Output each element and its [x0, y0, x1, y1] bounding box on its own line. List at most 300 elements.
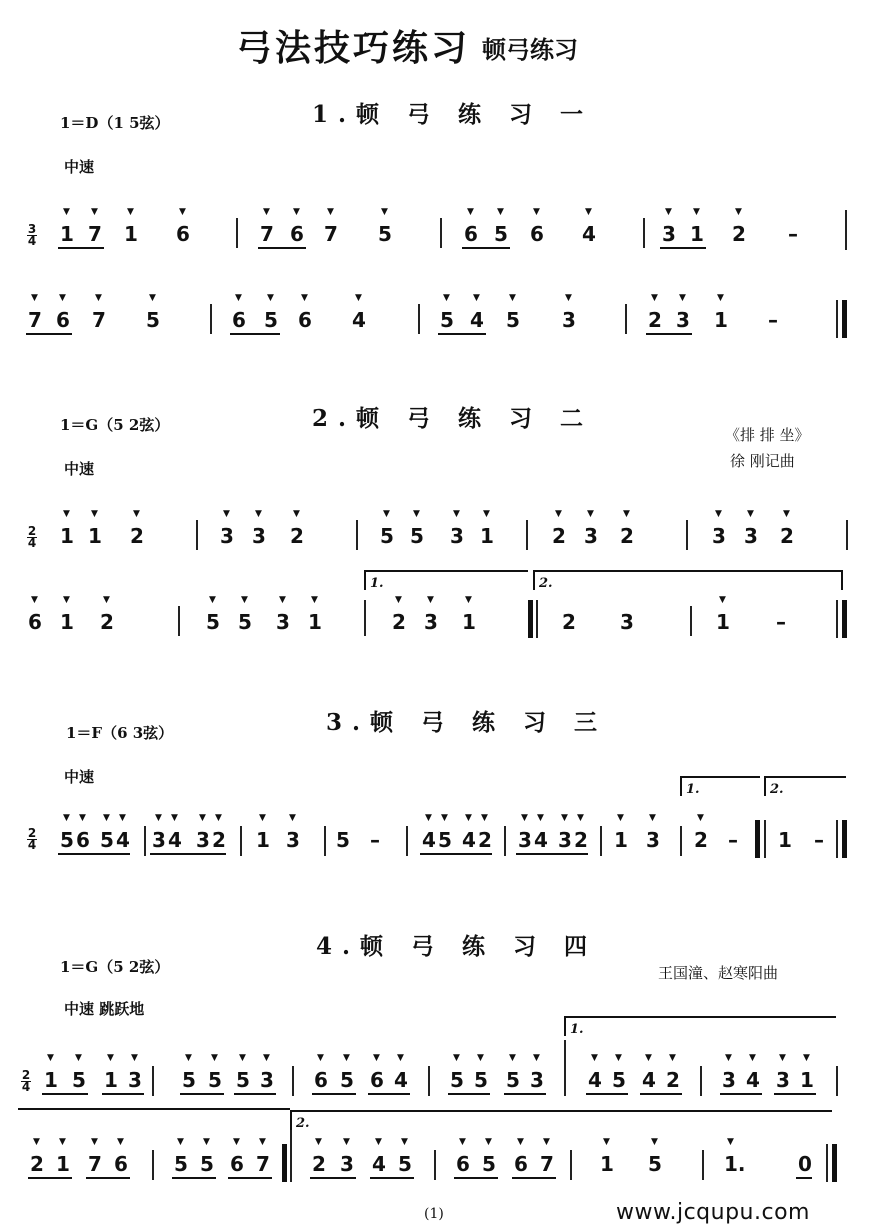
beam-underline [420, 853, 492, 855]
note: 2 [100, 610, 114, 634]
note: 3 [662, 222, 676, 246]
staccato-mark: ▼ [697, 813, 704, 823]
staccato-mark: ▼ [343, 1137, 350, 1147]
note: 6 [176, 222, 190, 246]
staccato-mark: ▼ [497, 207, 504, 217]
volta-bracket-2: 2. [764, 776, 846, 796]
note: 1 [60, 222, 74, 246]
staccato-mark: ▼ [63, 813, 70, 823]
note: 2 [666, 1068, 680, 1092]
note: 2 [30, 1152, 44, 1176]
staccato-mark: ▼ [719, 595, 726, 605]
beam-underline [150, 853, 226, 855]
note: 6 [76, 828, 90, 852]
repeat-bar-line [528, 600, 533, 638]
bar-line [504, 826, 506, 856]
bar-line [845, 210, 847, 250]
note: 1 [60, 610, 74, 634]
bar-line [240, 826, 242, 856]
note: 5 [72, 1068, 86, 1092]
staccato-mark: ▼ [31, 595, 38, 605]
note: 3 [424, 610, 438, 634]
note: 4 [372, 1152, 386, 1176]
staccato-mark: ▼ [679, 293, 686, 303]
staccato-mark: ▼ [241, 595, 248, 605]
bar-line [570, 1150, 572, 1180]
staccato-mark: ▼ [373, 1053, 380, 1063]
staccato-mark: ▼ [263, 1053, 270, 1063]
note: 3 [286, 828, 300, 852]
note: 7 [260, 222, 274, 246]
staccato-mark: ▼ [211, 1053, 218, 1063]
note: 6 [56, 308, 70, 332]
volta-bracket-1-continued [18, 1108, 290, 1110]
staccato-mark: ▼ [725, 1053, 732, 1063]
final-bar-line [842, 820, 847, 858]
section-3-time-signature: 2 4 [27, 826, 37, 852]
staccato-mark: ▼ [413, 509, 420, 519]
beam-underline [368, 1093, 410, 1095]
note: 3 [260, 1068, 274, 1092]
section-2-time-signature: 2 4 [27, 524, 37, 550]
note: 5 [340, 1068, 354, 1092]
staccato-mark: ▼ [509, 1053, 516, 1063]
staccato-mark: ▼ [293, 207, 300, 217]
note: 4 [352, 308, 366, 332]
beam-underline [102, 1093, 144, 1095]
note: 1 [88, 524, 102, 548]
note: 5 [174, 1152, 188, 1176]
staccato-mark: ▼ [561, 813, 568, 823]
note: 7 [92, 308, 106, 332]
staccato-mark: ▼ [715, 509, 722, 519]
beam-underline [640, 1093, 682, 1095]
staccato-mark: ▼ [425, 813, 432, 823]
staccato-mark: ▼ [615, 1053, 622, 1063]
note: 5 [182, 1068, 196, 1092]
bar-line [152, 1150, 154, 1180]
bar-line [526, 520, 528, 550]
note: 3 [620, 610, 634, 634]
beam-underline [312, 1093, 356, 1095]
volta-bracket-1: 1. [564, 1016, 836, 1036]
final-bar-line [842, 300, 847, 338]
volta-bracket-2: 2. [290, 1110, 832, 1130]
note: 7 [28, 308, 42, 332]
beam-underline [42, 1093, 88, 1095]
note: – [768, 308, 778, 332]
staccato-mark: ▼ [783, 509, 790, 519]
note: 5 [208, 1068, 222, 1092]
beam-underline [448, 1093, 490, 1095]
bar-line [440, 218, 442, 248]
note: 2 [552, 524, 566, 548]
staccato-mark: ▼ [521, 813, 528, 823]
note: 6 [114, 1152, 128, 1176]
note: 5 [200, 1152, 214, 1176]
staccato-mark: ▼ [585, 207, 592, 217]
staccato-mark: ▼ [443, 293, 450, 303]
bar-line [152, 1066, 154, 1096]
staccato-mark: ▼ [311, 595, 318, 605]
note: 5 [648, 1152, 662, 1176]
staccato-mark: ▼ [517, 1137, 524, 1147]
note: 2 [290, 524, 304, 548]
staccato-mark: ▼ [779, 1053, 786, 1063]
bar-line [210, 304, 212, 334]
staccato-mark: ▼ [397, 1053, 404, 1063]
staccato-mark: ▼ [383, 509, 390, 519]
beam-underline [454, 1177, 498, 1179]
staccato-mark: ▼ [483, 509, 490, 519]
note: 5 [612, 1068, 626, 1092]
note: 6 [232, 308, 246, 332]
note: 5 [378, 222, 392, 246]
staccato-mark: ▼ [485, 1137, 492, 1147]
note: 3 [518, 828, 532, 852]
staccato-mark: ▼ [651, 1137, 658, 1147]
staccato-mark: ▼ [355, 293, 362, 303]
bar-line [643, 218, 645, 248]
staccato-mark: ▼ [651, 293, 658, 303]
note: 5 [264, 308, 278, 332]
note: 4 [582, 222, 596, 246]
note: 0 [798, 1152, 812, 1176]
note: – [776, 610, 786, 634]
note: 7 [324, 222, 338, 246]
staccato-mark: ▼ [645, 1053, 652, 1063]
note: 3 [558, 828, 572, 852]
beam-underline [462, 247, 510, 249]
staccato-mark: ▼ [59, 293, 66, 303]
bar-line [196, 520, 198, 550]
watermark: www.jcqupu.com [616, 1200, 810, 1225]
staccato-mark: ▼ [481, 813, 488, 823]
staccato-mark: ▼ [59, 1137, 66, 1147]
staccato-mark: ▼ [267, 293, 274, 303]
section-2-title: 2.顿 弓 练 习 二 [312, 405, 594, 432]
volta-bracket-1: 1. [680, 776, 760, 796]
beam-underline [720, 1093, 762, 1095]
staccato-mark: ▼ [233, 1137, 240, 1147]
note: 2 [392, 610, 406, 634]
note: 6 [514, 1152, 528, 1176]
note: 5 [398, 1152, 412, 1176]
note: 1 [614, 828, 628, 852]
bar-line [836, 300, 838, 338]
note: 7 [88, 222, 102, 246]
note: 1 [256, 828, 270, 852]
beam-underline [646, 333, 692, 335]
staccato-mark: ▼ [623, 509, 630, 519]
note: 7 [540, 1152, 554, 1176]
section-2-credit: 徐 刚记曲 [730, 452, 795, 470]
staccato-mark: ▼ [537, 813, 544, 823]
note: 5 [336, 828, 350, 852]
staccato-mark: ▼ [555, 509, 562, 519]
beam-underline [438, 333, 486, 335]
section-3-title: 3.顿 弓 练 习 三 [326, 709, 608, 736]
note: 2 [780, 524, 794, 548]
bar-line [836, 1066, 838, 1096]
section-4-key: 1＝G（5 2弦） [60, 958, 170, 976]
staccato-mark: ▼ [591, 1053, 598, 1063]
bar-line [324, 826, 326, 856]
bar-line [178, 606, 180, 636]
staccato-mark: ▼ [103, 595, 110, 605]
note: 6 [370, 1068, 384, 1092]
section-4-time-signature: 2 4 [21, 1068, 31, 1094]
staccato-mark: ▼ [381, 207, 388, 217]
bar-line [764, 820, 766, 858]
staccato-mark: ▼ [301, 293, 308, 303]
volta-bracket-1: 1. [364, 570, 528, 590]
bar-line [700, 1066, 702, 1096]
note: 2 [130, 524, 144, 548]
staccato-mark: ▼ [179, 207, 186, 217]
beam-underline [86, 1177, 130, 1179]
note: 5 [380, 524, 394, 548]
beam-underline [516, 853, 588, 855]
bar-line [836, 600, 838, 638]
staccato-mark: ▼ [453, 509, 460, 519]
note: 1 [308, 610, 322, 634]
note: 1 [800, 1068, 814, 1092]
staccato-mark: ▼ [171, 813, 178, 823]
staccato-mark: ▼ [259, 813, 266, 823]
note: 3 [128, 1068, 142, 1092]
bar-line [144, 826, 146, 856]
staccato-mark: ▼ [255, 509, 262, 519]
section-1-key: 1＝D（1 5弦） [60, 114, 170, 132]
staccato-mark: ▼ [91, 1137, 98, 1147]
staccato-mark: ▼ [177, 1137, 184, 1147]
staccato-mark: ▼ [617, 813, 624, 823]
staccato-mark: ▼ [665, 207, 672, 217]
staccato-mark: ▼ [95, 293, 102, 303]
staccato-mark: ▼ [235, 293, 242, 303]
staccato-mark: ▼ [223, 509, 230, 519]
beam-underline [58, 247, 104, 249]
volta-bracket-2: 2. [533, 570, 843, 590]
note: 6 [464, 222, 478, 246]
note: 5 [494, 222, 508, 246]
section-2-song-title: 《排 排 坐》 [725, 426, 810, 444]
note: 2 [574, 828, 588, 852]
final-bar-line [832, 1144, 837, 1182]
note: 4 [394, 1068, 408, 1092]
staccato-mark: ▼ [343, 1053, 350, 1063]
note: 5 [100, 828, 114, 852]
staccato-mark: ▼ [133, 509, 140, 519]
staccato-mark: ▼ [215, 813, 222, 823]
section-3-tempo: 中速 [64, 768, 95, 786]
staccato-mark: ▼ [317, 1053, 324, 1063]
beam-underline [370, 1177, 414, 1179]
staccato-mark: ▼ [259, 1137, 266, 1147]
note: 4 [534, 828, 548, 852]
staccato-mark: ▼ [477, 1053, 484, 1063]
beam-underline [586, 1093, 628, 1095]
beam-underline [258, 247, 306, 249]
staccato-mark: ▼ [465, 595, 472, 605]
staccato-mark: ▼ [75, 1053, 82, 1063]
note: 3 [744, 524, 758, 548]
note: 4 [422, 828, 436, 852]
staccato-mark: ▼ [509, 293, 516, 303]
section-1-title: 1.顿 弓 练 习 一 [312, 101, 594, 128]
staccato-mark: ▼ [293, 509, 300, 519]
staccato-mark: ▼ [107, 1053, 114, 1063]
bar-line [625, 304, 627, 334]
staccato-mark: ▼ [91, 509, 98, 519]
note: 1 [124, 222, 138, 246]
beam-underline [172, 1177, 216, 1179]
beam-underline [58, 853, 130, 855]
note: 2 [648, 308, 662, 332]
note: 5 [438, 828, 452, 852]
beam-underline [310, 1177, 356, 1179]
staccato-mark: ▼ [749, 1053, 756, 1063]
note: 5 [474, 1068, 488, 1092]
note: 3 [676, 308, 690, 332]
note: 3 [776, 1068, 790, 1092]
note: 6 [456, 1152, 470, 1176]
note: 4 [746, 1068, 760, 1092]
staccato-mark: ▼ [199, 813, 206, 823]
note: 4 [642, 1068, 656, 1092]
note: 4 [470, 308, 484, 332]
note: 5 [60, 828, 74, 852]
staccato-mark: ▼ [401, 1137, 408, 1147]
section-1-time-signature: 3 4 [27, 222, 37, 248]
staccato-mark: ▼ [603, 1137, 610, 1147]
staccato-mark: ▼ [289, 813, 296, 823]
staccato-mark: ▼ [533, 1053, 540, 1063]
bar-line [702, 1150, 704, 1180]
bar-line [428, 1066, 430, 1096]
section-4-title: 4.顿 弓 练 习 四 [316, 933, 598, 960]
bar-line [418, 304, 420, 334]
note: 3 [450, 524, 464, 548]
note: 6 [230, 1152, 244, 1176]
section-1-tempo: 中速 [64, 158, 95, 176]
note: 5 [146, 308, 160, 332]
staccato-mark: ▼ [79, 813, 86, 823]
bar-line [406, 826, 408, 856]
note: 2 [312, 1152, 326, 1176]
staccato-mark: ▼ [131, 1053, 138, 1063]
beam-underline [180, 1093, 224, 1095]
note: 5 [410, 524, 424, 548]
bar-line [292, 1066, 294, 1096]
note: 3 [340, 1152, 354, 1176]
staccato-mark: ▼ [119, 813, 126, 823]
staccato-mark: ▼ [63, 207, 70, 217]
beam-underline [26, 333, 72, 335]
staccato-mark: ▼ [693, 207, 700, 217]
note: 1 [690, 222, 704, 246]
note: 5 [506, 308, 520, 332]
beam-underline [234, 1093, 276, 1095]
note: 5 [440, 308, 454, 332]
section-4-credit: 王国潼、赵寒阳曲 [658, 964, 779, 982]
staccato-mark: ▼ [33, 1137, 40, 1147]
staccato-mark: ▼ [427, 595, 434, 605]
bar-line [826, 1144, 828, 1182]
note: 5 [506, 1068, 520, 1092]
staccato-mark: ▼ [117, 1137, 124, 1147]
note: 1 [600, 1152, 614, 1176]
note: 7 [88, 1152, 102, 1176]
staccato-mark: ▼ [727, 1137, 734, 1147]
bar-line [686, 520, 688, 550]
note: 3 [722, 1068, 736, 1092]
note: 3 [530, 1068, 544, 1092]
staccato-mark: ▼ [533, 207, 540, 217]
note: 4 [462, 828, 476, 852]
bar-line [846, 520, 848, 550]
beam-underline [230, 333, 280, 335]
bar-line [564, 1040, 566, 1096]
note: 5 [450, 1068, 464, 1092]
staccato-mark: ▼ [263, 207, 270, 217]
note: 3 [562, 308, 576, 332]
staccato-mark: ▼ [155, 813, 162, 823]
repeat-bar-line [755, 820, 760, 858]
note: 1 [104, 1068, 118, 1092]
note: 4 [588, 1068, 602, 1092]
staccato-mark: ▼ [91, 207, 98, 217]
staccato-mark: ▼ [803, 1053, 810, 1063]
staccato-mark: ▼ [239, 1053, 246, 1063]
note: 2 [478, 828, 492, 852]
note: 6 [28, 610, 42, 634]
staccato-mark: ▼ [473, 293, 480, 303]
note: 7 [256, 1152, 270, 1176]
bar-line [836, 820, 838, 858]
staccato-mark: ▼ [649, 813, 656, 823]
note: 6 [314, 1068, 328, 1092]
staccato-mark: ▼ [717, 293, 724, 303]
beam-underline [28, 1177, 72, 1179]
staccato-mark: ▼ [327, 207, 334, 217]
bar-line [236, 218, 238, 248]
page-subtitle: 顿弓练习 [482, 35, 578, 64]
note: 1 [480, 524, 494, 548]
note: 1 [778, 828, 792, 852]
note: 5 [236, 1068, 250, 1092]
beam-underline [660, 247, 706, 249]
staccato-mark: ▼ [453, 1053, 460, 1063]
note: 2 [620, 524, 634, 548]
note: 1 [716, 610, 730, 634]
staccato-mark: ▼ [395, 595, 402, 605]
staccato-mark: ▼ [185, 1053, 192, 1063]
bar-line [680, 826, 682, 856]
note: 3 [276, 610, 290, 634]
note: 2 [732, 222, 746, 246]
note: 1. [724, 1152, 746, 1176]
staccato-mark: ▼ [279, 595, 286, 605]
staccato-mark: ▼ [209, 595, 216, 605]
staccato-mark: ▼ [31, 293, 38, 303]
note: – [728, 828, 738, 852]
note: 3 [584, 524, 598, 548]
staccato-mark: ▼ [127, 207, 134, 217]
note: 1 [56, 1152, 70, 1176]
staccato-mark: ▼ [103, 813, 110, 823]
